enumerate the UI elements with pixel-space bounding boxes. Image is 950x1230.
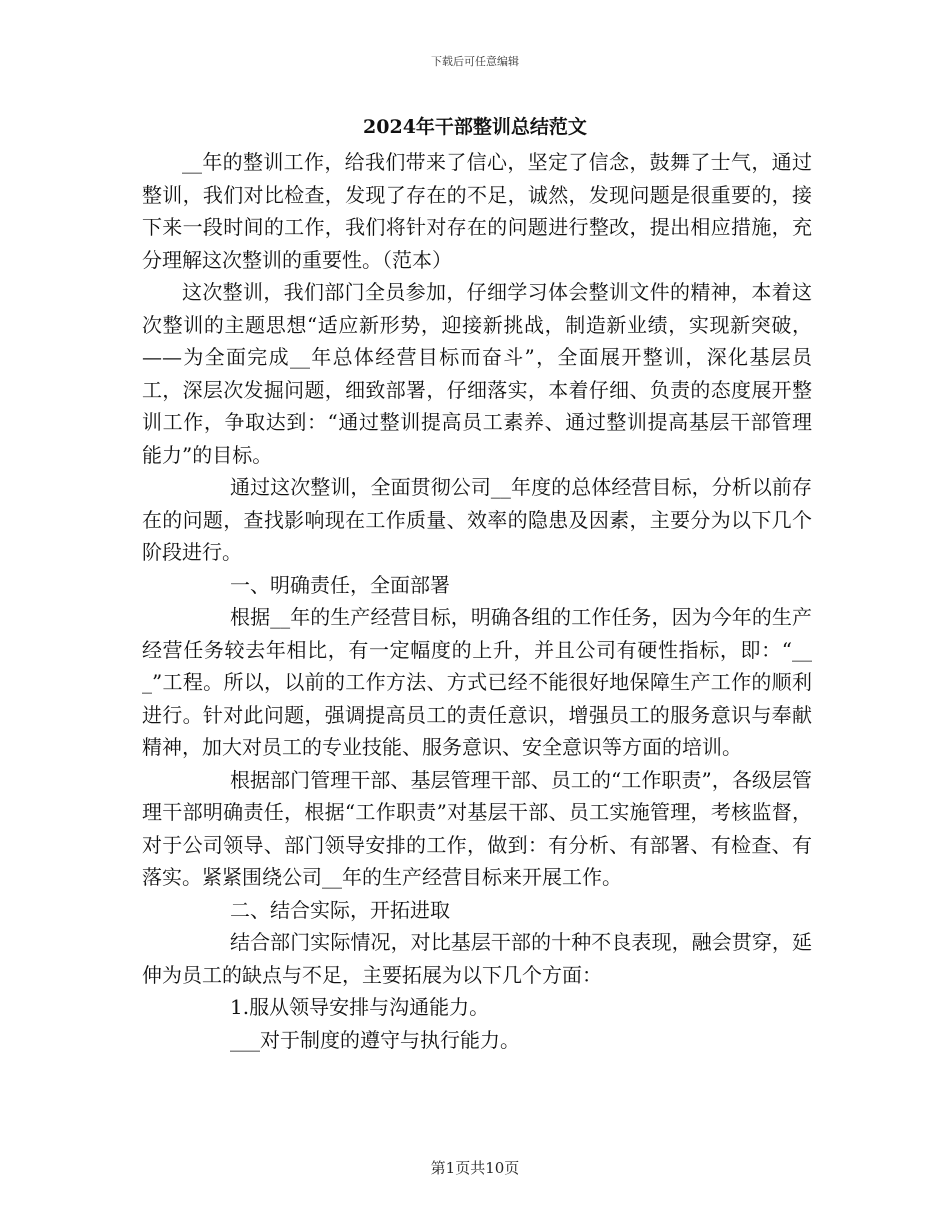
paragraph-intro: __年的整训工作，给我们带来了信心，坚定了信念，鼓舞了士气，通过整训，我们对比检查，发现了存在的不足，诚然，发现问题是很重要的，接下来一段时间的工作，我们将针对存在的问题进行整改，提出相应措施，充分理解这次整训的重要性。（范本）	[142, 150, 812, 272]
document-title: 2024年干部整训总结范文	[363, 116, 587, 138]
paragraph-goal: 通过这次整训，全面贯彻公司__年度的总体经营目标，分析以前存在的问题，查找影响现在工作质量、效率的隐患及因素，主要分为以下几个阶段进行。	[142, 475, 812, 564]
paragraph-section-1b: 根据部门管理干部、基层管理干部、员工的“工作职责”，各级层管理干部明确责任，根据“工作职责”对基层干部、员工实施管理，考核监督，对于公司领导、部门领导安排的工作，做到：有分析、有部署、有检查、有落实。紧紧围绕公司__年的生产经营目标来开展工作。	[142, 767, 812, 889]
document-body	[142, 146, 812, 1056]
paragraph-section-1a: 根据__年的生产经营目标，明确各组的工作任务，因为今年的生产经营任务较去年相比，有一定幅度的上升，并且公司有硬性指标，即：“___”工程。所以，以前的工作方法、方式已经不能很好地保障生产工作的顺利进行。针对此问题，强调提高员工的责任意识，增强员工的服务意识与奉献精神，加大对员工的专业技能、服务意识、安全意识等方面的培训。	[142, 605, 812, 759]
section-heading-2: 二、结合实际，开拓进取	[230, 897, 450, 922]
list-item-2: ___对于制度的遵守与执行能力。	[230, 1027, 520, 1052]
paragraph-theme: 这次整训，我们部门全员参加，仔细学习体会整训文件的精神，本着这次整训的主题思想“适应新形势，迎接新挑战，制造新业绩，实现新突破，——为全面完成__年总体经营目标而奋斗”，全面展开整训，深化基层员工，深层次发掘问题，细致部署，仔细落实，本着仔细、负责的态度展开整训工作，争取达到：“通过整训提高员工素养、通过整训提高基层干部管理能力”的目标。	[142, 280, 812, 467]
paragraph-section-2: 结合部门实际情况，对比基层干部的十种不良表现，融会贯穿，延伸为员工的缺点与不足，主要拓展为以下几个方面：	[142, 930, 812, 987]
page-header-note: 下载后可任意编辑	[431, 55, 519, 68]
list-item-1: 1.服从领导安排与沟通能力。	[230, 995, 490, 1019]
section-heading-1: 一、明确责任，全面部署	[230, 572, 450, 597]
page-footer: 第1页共10页	[430, 1159, 520, 1177]
